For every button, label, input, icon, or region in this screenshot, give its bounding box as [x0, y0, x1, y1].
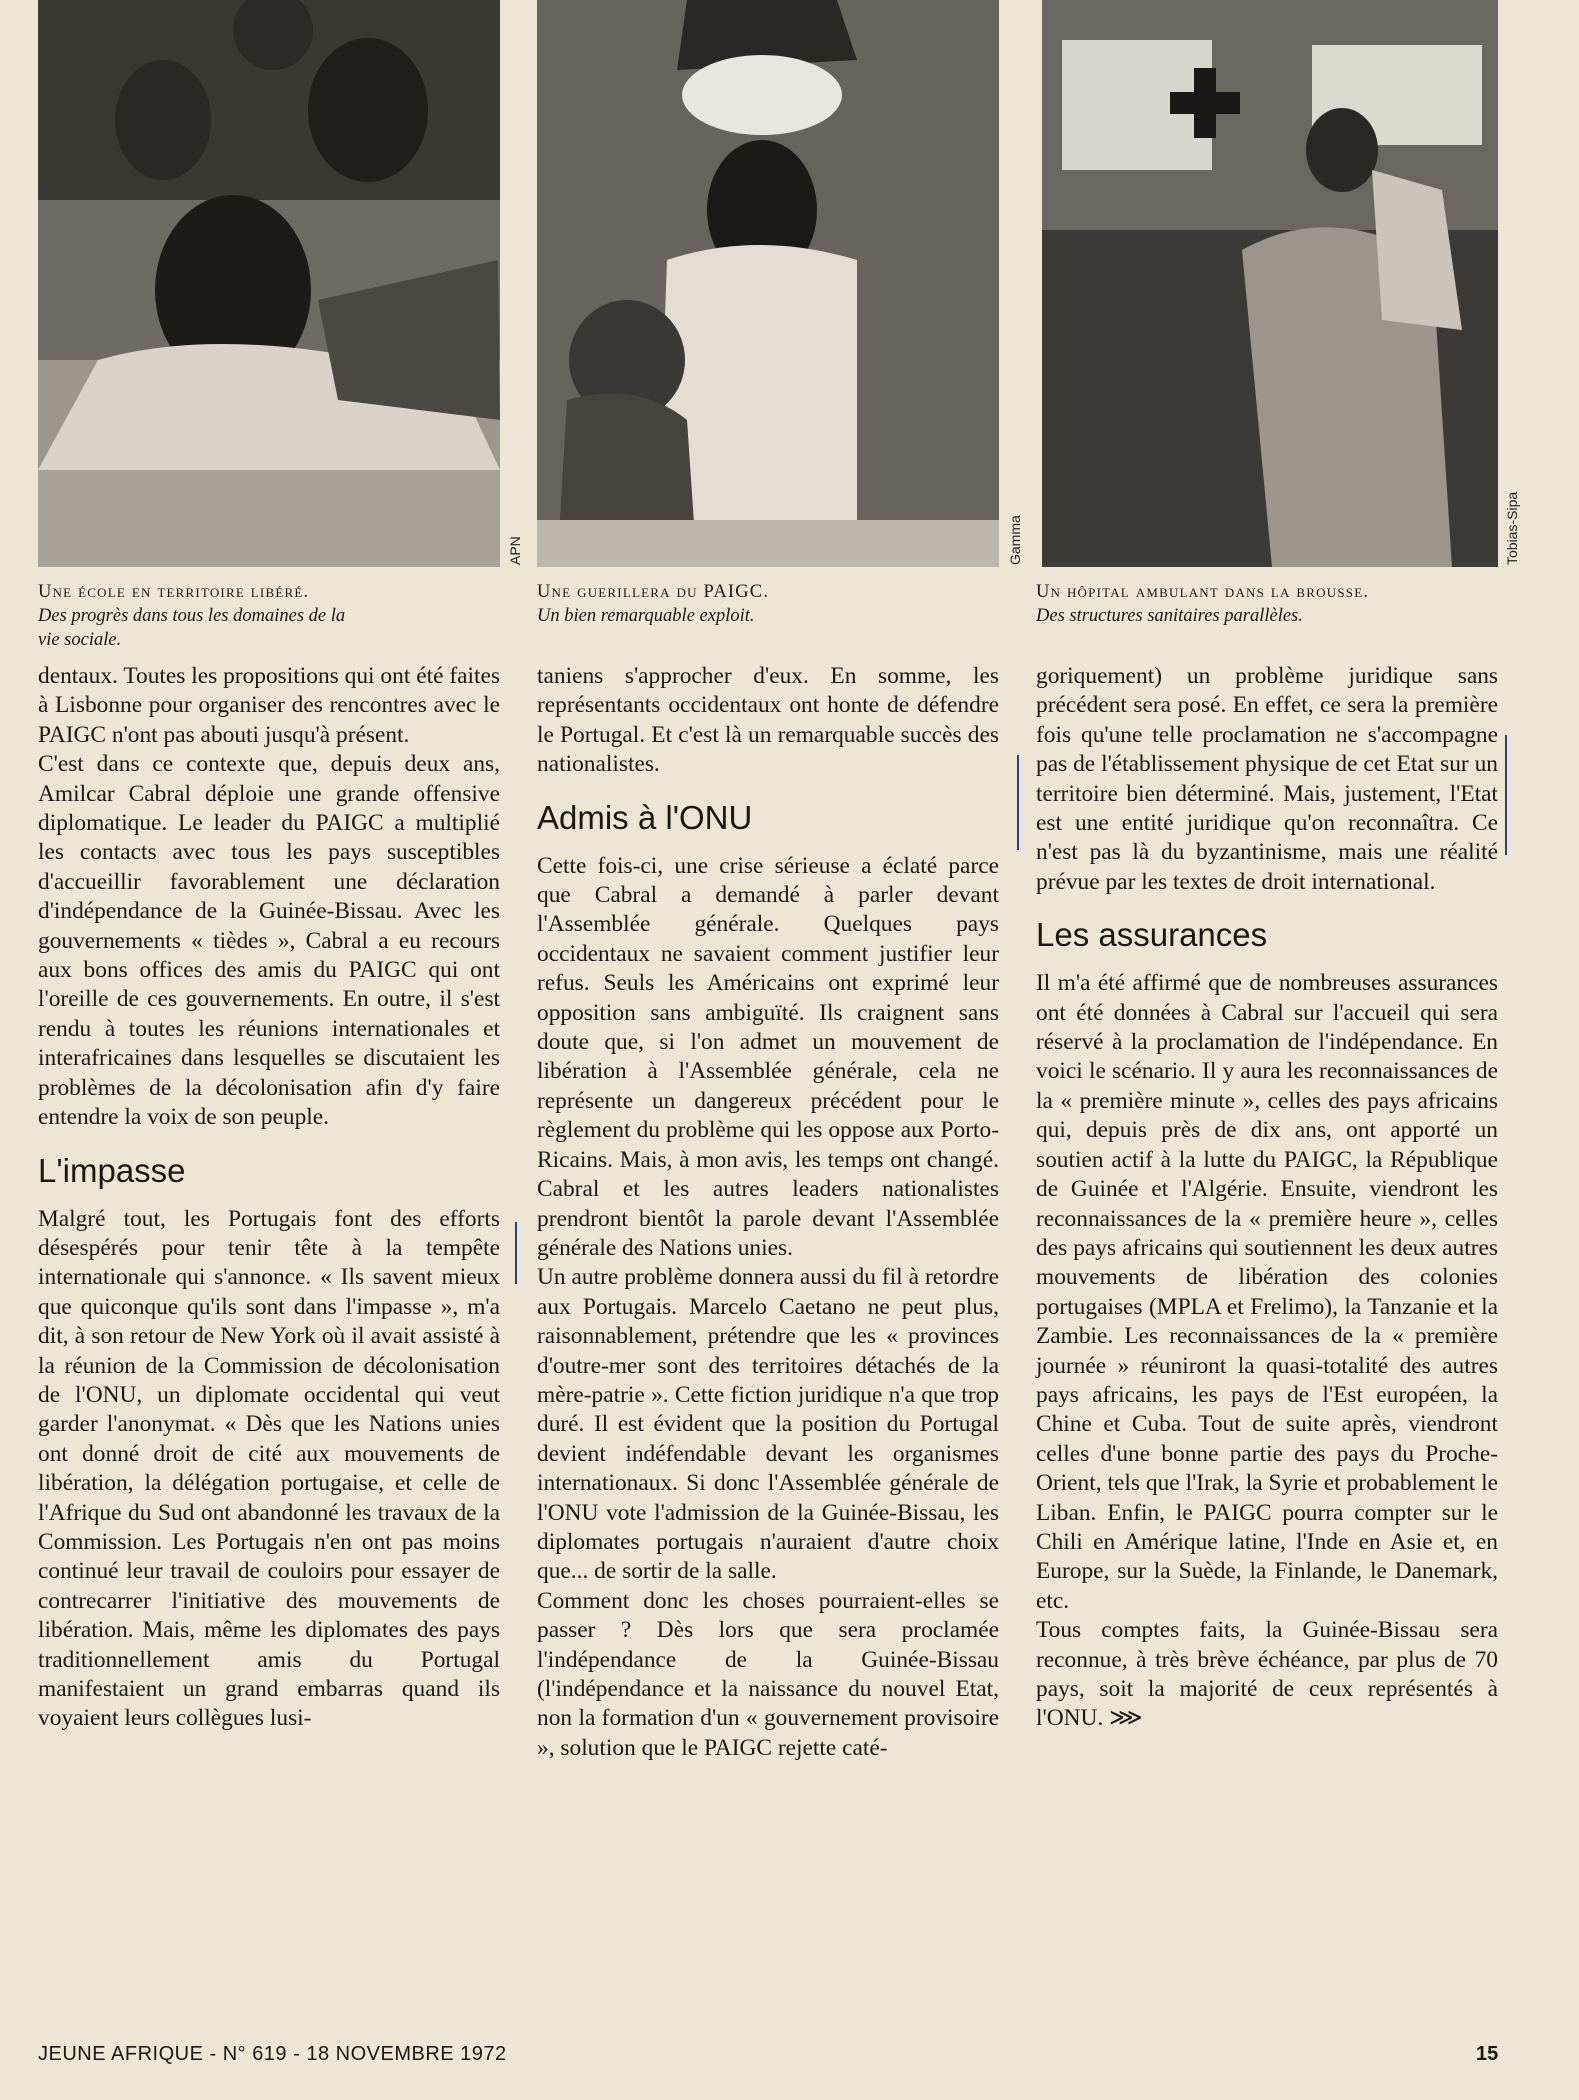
paragraph: Comment donc les choses pourraient-elles se passer ? Dès lors que sera proclamée l'indépendance de la Guinée-Bissau (l'indépendance et la naissance du nouvel Etat, non la formation d'un « gouvernement provisoire », solution que le PAIGC rejette caté-	[537, 1587, 999, 1761]
caption-subtitle: Des progrès dans tous les domaines de la vie sociale.	[38, 606, 346, 650]
section-heading: Admis à l'ONU	[537, 798, 753, 836]
paragraph: dentaux. Toutes les propositions qui ont été faites à Lisbonne pour organiser des rencontres avec le PAIGC n'ont pas abouti jusqu'à présent.	[38, 663, 500, 748]
caption-title: Un hôpital ambulant dans la brousse.	[1036, 582, 1370, 602]
credit-tobias-sipa: Tobias-Sipa	[1504, 491, 1520, 565]
credit-gamma: Gamma	[1007, 515, 1023, 565]
paragraph: Tous comptes faits, la Guinée-Bissau sera reconnue, à très brève échéance, par plus de 70 pays, soit la majorité de ceux représentés à l'ONU. ⋙	[1036, 1617, 1498, 1732]
pen-margin-mark	[515, 1222, 517, 1284]
section-heading: L'impasse	[38, 1151, 186, 1189]
paragraph: Il m'a été affirmé que de nombreuses assurances ont été données à Cabral sur l'accueil qui sera réservé à la proclamation de l'indépendance. En voici le scénario. Il y aura les reconnaissances de la « première minute », celles des pays africains qui, depuis près de dix ans, ont apporté un soutien actif à la lutte du PAIGC, la République de Guinée et l'Algérie. Ensuite, viendront les reconnaissances de la « première heure », celles des pays africains qui soutiennent les deux autres mouvements de libération des colonies portugaises (MPLA et Frelimo), la Tanzanie et la Zambie. Les reconnaissances de la « première journée » réuniront la quasi-totalité des autres pays africains, les pays de l'Est européen, la Chine et Cuba. Tout de suite après, viendront celles d'une bonne partie des pays du Proche-Orient, tels que l'Irak, la Syrie et probablement le Liban. Enfin, le PAIGC pourra compter sur le Chili en Amérique latine, l'Inde en Asie et, en Europe, sur la Suède, la Finlande, le Danemark, etc.	[1036, 970, 1498, 1614]
caption-title: Une école en territoire libéré.	[38, 582, 310, 602]
page-number: 15	[1476, 2043, 1499, 2065]
pen-margin-mark	[1505, 735, 1507, 855]
credit-apn: APN	[507, 536, 523, 565]
article-column-2	[537, 662, 999, 1763]
pen-margin-mark	[1017, 755, 1019, 850]
paragraph: C'est dans ce contexte que, depuis deux ans, Amilcar Cabral déploie une grande offensive diplomatique. Le leader du PAIGC a multiplié les contacts avec tous les pays susceptibles d'accueillir favorablement une déclaration d'indépendance de la Guinée-Bissau. Avec les gouvernements « tièdes », Cabral a eu recours aux bons offices des amis du PAIGC qui ont l'oreille de ces gouvernements. En outre, il s'est rendu à toutes les réunions internationales et interafricaines dans lesquelles se discutaient les problèmes de la décolonisation afin d'y faire entendre la voix de son peuple.	[38, 751, 500, 1131]
photo-guerillera	[537, 0, 999, 567]
caption-school	[38, 580, 498, 652]
caption-guerillera	[537, 580, 997, 628]
paragraph: Un autre problème donnera aussi du fil à retordre aux Portugais. Marcelo Caetano ne peut plus, raisonnablement, prétendre que les « provinces d'outre-mer sont des territoires détachés de la mère-patrie ». Cette fiction juridique n'a que trop duré. Il est évident que la position du Portugal devient indéfendable devant les organismes internationaux. Si donc l'Assemblée générale de l'ONU vote l'admission de la Guinée-Bissau, les diplomates portugais n'auraient d'autre choix que... de sortir de la salle.	[537, 1264, 999, 1585]
article-column-1	[38, 662, 500, 1734]
caption-subtitle: Un bien remarquable exploit.	[537, 606, 755, 626]
article-column-3	[1036, 662, 1498, 1734]
photo-strip	[0, 0, 1579, 580]
caption-subtitle: Des structures sanitaires parallèles.	[1036, 606, 1303, 626]
caption-hospital	[1036, 580, 1496, 628]
publication-footer: JEUNE AFRIQUE - N° 619 - 18 NOVEMBRE 1972	[38, 2043, 507, 2065]
paragraph: taniens s'approcher d'eux. En somme, les représentants occidentaux ont honte de défendre le Portugal. Et c'est là un remarquable succès des nationalistes.	[537, 663, 999, 778]
photo-school	[38, 0, 500, 567]
caption-title: Une guerillera du PAIGC.	[537, 582, 770, 602]
paragraph: Malgré tout, les Portugais font des efforts désespérés pour tenir tête à la tempête internationale qui s'annonce. « Ils savent mieux que quiconque qu'ils sont dans l'impasse », m'a dit, à son retour de New York où il avait assisté à la réunion de la Commission de décolonisation de l'ONU, un diplomate occidental qui veut garder l'anonymat. « Dès que les Nations unies ont donné droit de cité aux mouvements de libération, la délégation portugaise, et celle de l'Afrique du Sud ont abandonné les travaux de la Commission. Les Portugais n'en ont pas moins continué leur travail de couloirs pour essayer de contrecarrer l'initiative des mouvements de libération. Mais, même les diplomates des pays traditionnellement amis du Portugal manifestaient un grand embarras quand ils voyaient leurs collègues lusi-	[38, 1205, 500, 1732]
photo-hospital	[1042, 0, 1498, 567]
section-heading: Les assurances	[1036, 916, 1268, 954]
paragraph: goriquement) un problème juridique sans précédent sera posé. En effet, ce sera la première fois qu'une telle proclamation ne s'accompagne pas de l'établissement physique de cet Etat sur un territoire bien déterminé. Mais, justement, l'Etat est une entité juridique qu'on reconnaîtra. Ce n'est pas là du byzantinisme, mais une réalité prévue par les textes de droit international.	[1036, 663, 1498, 895]
paragraph: Cette fois-ci, une crise sérieuse a éclaté parce que Cabral a demandé à parler devant l'Assemblée générale. Quelques pays occidentaux ne savaient comment justifier leur refus. Seuls les Américains ont exprimé leur opposition sans ambiguïté. Ils craignent sans doute que, si l'on admet un mouvement de libération à l'Assemblée générale, cela ne représente un dangereux précédent pour le règlement du problème qui les oppose aux Porto-Ricains. Mais, à mon avis, les temps ont changé. Cabral et les autres leaders nationalistes prendront bientôt la parole devant l'Assemblée générale des Nations unies.	[537, 852, 999, 1261]
